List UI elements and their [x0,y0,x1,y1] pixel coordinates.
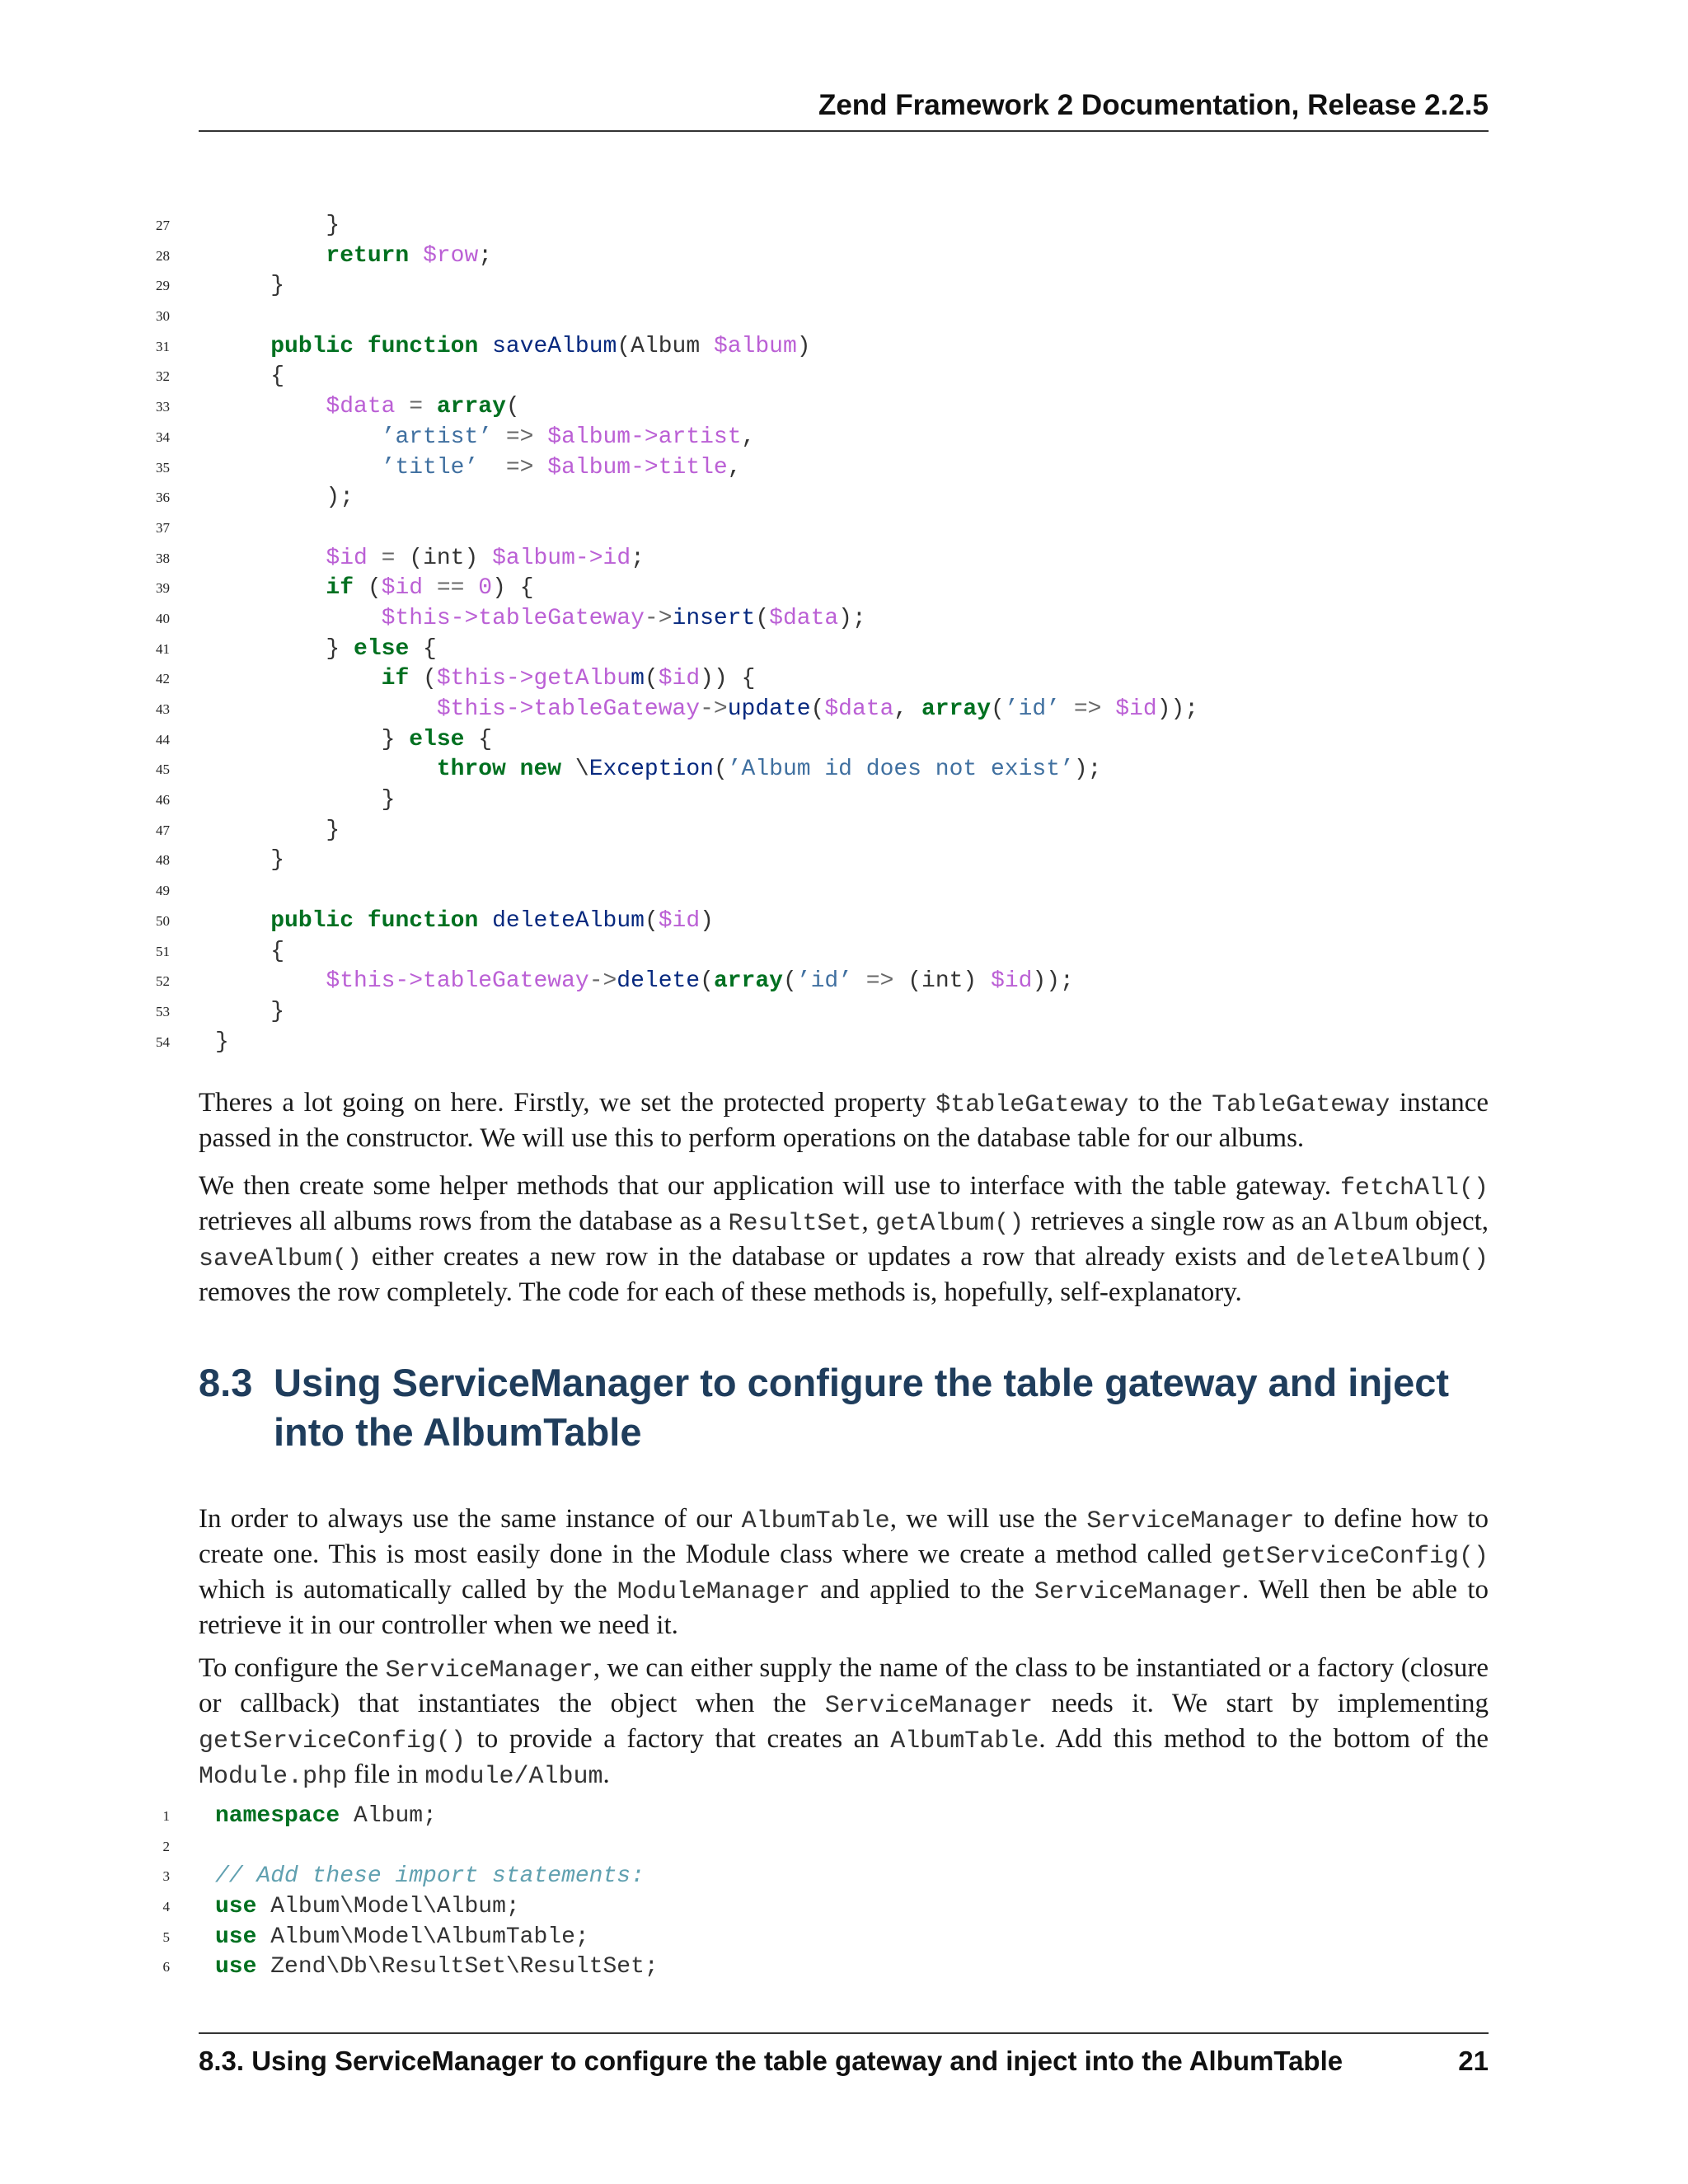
code-text: if ($this->getAlbum($id)) { [381,666,756,692]
code-text: } [215,787,396,813]
section-number: 8.3 [199,1361,253,1404]
code-line [0,816,1688,846]
code-text: $data = array( [326,394,520,420]
line-number: 37 [156,519,170,536]
code-line [0,453,1688,484]
code-line [0,271,1688,302]
code-line [0,846,1688,876]
inline-code: getServiceConfig() [199,1727,467,1755]
inline-code: ServiceManager [385,1657,593,1685]
code-text: } [215,998,285,1024]
code-text: ’artist’ => $album->artist, [381,424,756,450]
line-number: 53 [156,1003,170,1019]
code-line [0,1802,1688,1832]
code-text: use Album\Model\Album; [215,1894,520,1920]
code-line [0,664,1688,695]
line-number: 3 [162,1868,170,1885]
code-line [0,785,1688,816]
code-line [0,695,1688,725]
code-line [0,1832,1688,1863]
line-number: 2 [162,1838,170,1854]
code-line [0,392,1688,423]
code-text: } [215,1029,229,1055]
code-line [0,725,1688,756]
inline-code: getAlbum() [875,1210,1025,1238]
line-number: 46 [156,792,170,808]
code-line [0,1923,1688,1953]
line-number: 40 [156,610,170,626]
code-text: $this->tableGateway->update($data, array(’id’ => $id)); [436,696,1199,722]
code-line [0,574,1688,604]
code-line [0,483,1688,513]
code-text: } [215,847,285,874]
paragraph-helper-methods: We then create some helper methods that our application will use to interface with the table gateway. fetchAll() retrieves all albums rows from the database as a ResultSet, getAlbum() retrieves a single row as an Album object, saveAlbum() either creates a new row in the database or updates a row that already exists and deleteAlbum() removes the row completely. The code for each of these methods is, hopefully, self-explanatory. [199,1171,1489,1307]
inline-code: Module.php [199,1763,348,1791]
code-text: } else { [215,635,437,662]
running-footer [199,2032,1489,2077]
code-line [0,1028,1688,1058]
code-line [0,907,1688,937]
inline-code: $tableGateway [935,1091,1129,1119]
code-block-module-imports [0,1802,1688,1983]
code-text: { [215,938,285,964]
line-number: 38 [156,550,170,566]
code-line [0,544,1688,574]
code-line [0,211,1688,241]
code-line [0,635,1688,665]
code-line [0,332,1688,363]
code-text: } [215,273,285,299]
inline-code: saveAlbum() [199,1245,363,1273]
code-line [0,302,1688,332]
line-number: 39 [156,580,170,597]
code-line [0,362,1688,392]
code-text: $id = (int) $album->id; [326,545,645,571]
code-block-album-table [0,211,1688,1057]
section-heading [199,1358,1489,1457]
code-text: throw new \Exception(’Album id does not exist’); [436,757,1102,783]
code-line [0,876,1688,907]
line-number: 31 [156,338,170,354]
code-text: } [215,213,340,238]
code-text: } [215,817,340,843]
code-line [0,1952,1688,1983]
line-number: 54 [156,1033,170,1050]
line-number: 49 [156,883,170,899]
code-line [0,937,1688,968]
line-number: 45 [156,762,170,778]
line-number: 42 [156,671,170,687]
line-number: 50 [156,912,170,929]
line-number: 41 [156,640,170,657]
inline-code: getServiceConfig() [1221,1543,1489,1571]
code-line [0,997,1688,1028]
running-header: Zend Framework 2 Documentation, Release 2.2.5 [199,89,1489,132]
line-number: 27 [156,218,170,233]
code-line [0,967,1688,997]
code-text: } else { [215,726,493,752]
code-line [0,1862,1688,1892]
page-number: 21 [1458,2046,1489,2076]
code-text: namespace Album; [215,1803,437,1829]
code-text: { [215,363,285,390]
section-title: Using ServiceManager to configure the table gateway and inject into the AlbumTable [274,1361,1450,1454]
line-number: 48 [156,852,170,869]
line-number: 4 [162,1899,170,1915]
inline-code: deleteAlbum() [1295,1245,1489,1273]
code-line [0,1892,1688,1923]
line-number: 33 [156,399,170,415]
line-number: 1 [162,1808,170,1824]
inline-code: AlbumTable [741,1507,890,1535]
inline-code: Album [1334,1210,1409,1238]
inline-code: module/Album [424,1763,603,1791]
inline-code: ServiceManager [1034,1578,1242,1606]
inline-code: ServiceManager [1086,1507,1295,1535]
line-number: 29 [156,278,170,294]
line-number: 6 [162,1959,170,1975]
code-text: public function saveAlbum(Album $album) [270,333,811,359]
footer-section-title: 8.3. Using ServiceManager to configure the table gateway and inject into the AlbumTable [199,2046,1343,2076]
code-line [0,513,1688,544]
line-number: 43 [156,701,170,717]
code-text: ); [215,485,354,511]
line-number: 52 [156,973,170,990]
line-number: 36 [156,490,170,506]
code-text: if ($id == 0) { [326,575,534,602]
line-number: 44 [156,731,170,748]
code-line [0,604,1688,635]
line-number: 28 [156,247,170,264]
code-text: use Album\Model\AlbumTable; [215,1924,589,1950]
code-text: return $row; [326,242,493,269]
code-text: // Add these import statements: [215,1863,645,1890]
code-text: $this->tableGateway->insert($data); [381,605,866,631]
line-number: 51 [156,943,170,959]
line-number: 5 [162,1929,170,1945]
line-number: 30 [156,308,170,325]
inline-code: ServiceManager [824,1692,1033,1720]
code-text: use Zend\Db\ResultSet\ResultSet; [215,1954,659,1980]
line-number: 34 [156,429,170,445]
paragraph-album-table-instance: In order to always use the same instance of our AlbumTable, we will use the ServiceManager to define how to create one. This is most easily done in the Module class where we create a method called getServiceConfig() which is automatically called by the ModuleManager and applied to the ServiceManager. Well then be able to retrieve it in our controller when we need it. [199,1504,1489,1640]
paragraph-configure-service-manager: To configure the ServiceManager, we can either supply the name of the class to be instantiated or a factory (closure or callback) that instantiates the object when the ServiceManager needs it. We start by implementing getServiceConfig() to provide a factory that creates an AlbumTable. Add this method to the bottom of the Module.php file in module/Album. [199,1653,1489,1791]
code-text: public function deleteAlbum($id) [270,907,714,934]
inline-code: ResultSet [728,1210,862,1238]
code-text: ’title’ => $album->title, [381,454,742,480]
code-line [0,755,1688,785]
code-line [0,241,1688,272]
inline-code: fetchAll() [1339,1174,1489,1202]
inline-code: ModuleManager [617,1578,810,1606]
code-text: $this->tableGateway->delete(array(’id’ => (int) $id)); [326,968,1074,995]
line-number: 47 [156,822,170,838]
inline-code: TableGateway [1212,1091,1390,1119]
paragraph-table-gateway: Theres a lot going on here. Firstly, we set the protected property $tableGateway to the TableGateway instance passed in the constructor. We will use this to perform operations on the database table for our albums. [199,1088,1489,1153]
code-line [0,423,1688,453]
inline-code: AlbumTable [890,1727,1039,1755]
line-number: 32 [156,368,170,385]
line-number: 35 [156,459,170,476]
